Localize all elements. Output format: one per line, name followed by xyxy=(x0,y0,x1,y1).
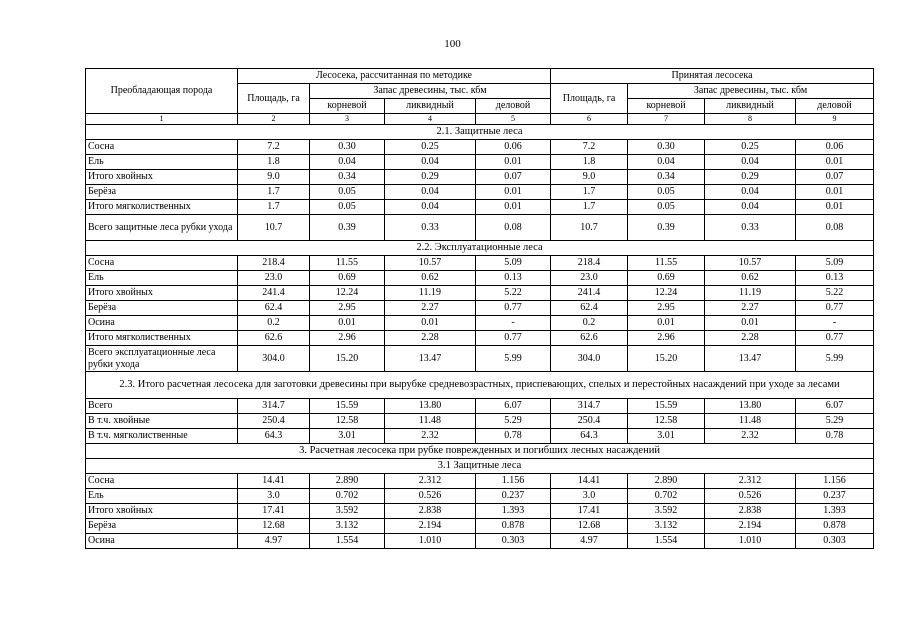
section-row xyxy=(86,125,874,140)
species-cell: Ель xyxy=(86,489,238,504)
table-row xyxy=(86,489,874,504)
value-cell: 9.0 xyxy=(551,170,628,185)
column-number: 9 xyxy=(796,114,874,125)
value-cell: 0.07 xyxy=(476,170,551,185)
value-cell: 0.04 xyxy=(705,200,796,215)
value-cell: 2.838 xyxy=(705,504,796,519)
value-cell: 0.29 xyxy=(385,170,476,185)
value-cell: 1.554 xyxy=(628,534,705,549)
value-cell: 62.6 xyxy=(551,331,628,346)
table-row xyxy=(86,271,874,286)
value-cell: 9.0 xyxy=(238,170,310,185)
value-cell: 0.01 xyxy=(796,155,874,170)
value-cell: 0.30 xyxy=(628,140,705,155)
value-cell: 0.01 xyxy=(310,316,385,331)
value-cell: 1.156 xyxy=(796,474,874,489)
value-cell: 0.62 xyxy=(705,271,796,286)
value-cell: 0.13 xyxy=(796,271,874,286)
value-cell: 2.96 xyxy=(310,331,385,346)
value-cell: 2.890 xyxy=(310,474,385,489)
species-cell: Берёза xyxy=(86,301,238,316)
value-cell: 4.97 xyxy=(551,534,628,549)
value-cell: 3.132 xyxy=(310,519,385,534)
value-cell: 11.19 xyxy=(705,286,796,301)
value-cell: 11.48 xyxy=(385,414,476,429)
value-cell: 0.526 xyxy=(385,489,476,504)
value-cell: 12.24 xyxy=(310,286,385,301)
table-row xyxy=(86,504,874,519)
value-cell: 7.2 xyxy=(238,140,310,155)
value-cell: 0.34 xyxy=(310,170,385,185)
header-root-method: корневой xyxy=(310,99,385,114)
value-cell: 0.29 xyxy=(705,170,796,185)
value-cell: 2.27 xyxy=(705,301,796,316)
section-row xyxy=(86,372,874,399)
species-cell: Всего защитные леса рубки ухода xyxy=(86,215,238,241)
value-cell: 7.2 xyxy=(551,140,628,155)
value-cell: 0.237 xyxy=(796,489,874,504)
column-number: 2 xyxy=(238,114,310,125)
value-cell: 304.0 xyxy=(238,346,310,372)
value-cell: 0.01 xyxy=(796,185,874,200)
value-cell: 64.3 xyxy=(551,429,628,444)
species-cell: Берёза xyxy=(86,519,238,534)
value-cell: 3.0 xyxy=(238,489,310,504)
value-cell: 0.06 xyxy=(796,140,874,155)
value-cell: 1.393 xyxy=(476,504,551,519)
species-cell: Всего xyxy=(86,399,238,414)
value-cell: 62.6 xyxy=(238,331,310,346)
value-cell: 6.07 xyxy=(476,399,551,414)
value-cell: 0.69 xyxy=(628,271,705,286)
value-cell: 10.7 xyxy=(551,215,628,241)
value-cell: 3.592 xyxy=(628,504,705,519)
value-cell: 23.0 xyxy=(238,271,310,286)
value-cell: 12.24 xyxy=(628,286,705,301)
value-cell: 0.04 xyxy=(705,185,796,200)
species-cell: Сосна xyxy=(86,256,238,271)
value-cell: 13.80 xyxy=(705,399,796,414)
header-species: Преобладающая порода xyxy=(86,69,238,114)
value-cell: 0.39 xyxy=(310,215,385,241)
value-cell: 0.62 xyxy=(385,271,476,286)
section-title: 2.1. Защитные леса xyxy=(86,125,874,140)
table-row xyxy=(86,534,874,549)
value-cell: 5.09 xyxy=(796,256,874,271)
value-cell: 2.838 xyxy=(385,504,476,519)
value-cell: 3.592 xyxy=(310,504,385,519)
value-cell: 314.7 xyxy=(238,399,310,414)
value-cell: 12.68 xyxy=(238,519,310,534)
value-cell: 250.4 xyxy=(551,414,628,429)
header-stock-accepted: Запас древесины, тыс. кбм xyxy=(628,84,874,99)
table-row xyxy=(86,316,874,331)
value-cell: 13.80 xyxy=(385,399,476,414)
value-cell: 14.41 xyxy=(238,474,310,489)
value-cell: 1.010 xyxy=(385,534,476,549)
section-row xyxy=(86,459,874,474)
value-cell: 0.01 xyxy=(476,185,551,200)
value-cell: 62.4 xyxy=(551,301,628,316)
value-cell: 2.28 xyxy=(705,331,796,346)
species-cell: Всего эксплуатационные леса рубки ухода xyxy=(86,346,238,372)
value-cell: 0.69 xyxy=(310,271,385,286)
value-cell: 2.32 xyxy=(385,429,476,444)
species-cell: В т.ч. хвойные xyxy=(86,414,238,429)
header-business-accepted: деловой xyxy=(796,99,874,114)
value-cell: 1.8 xyxy=(238,155,310,170)
value-cell: 0.01 xyxy=(705,316,796,331)
header-root-accepted: корневой xyxy=(628,99,705,114)
header-liquid-accepted: ликвидный xyxy=(705,99,796,114)
value-cell: 15.59 xyxy=(310,399,385,414)
table-row xyxy=(86,346,874,372)
section-row xyxy=(86,241,874,256)
value-cell: 0.07 xyxy=(796,170,874,185)
section-title: 3. Расчетная лесосека при рубке поврежденных и погибших лесных насаждений xyxy=(86,444,874,459)
value-cell: 3.0 xyxy=(551,489,628,504)
value-cell: 304.0 xyxy=(551,346,628,372)
value-cell: 5.09 xyxy=(476,256,551,271)
value-cell: 218.4 xyxy=(238,256,310,271)
value-cell: 11.55 xyxy=(310,256,385,271)
header-stock-method: Запас древесины, тыс. кбм xyxy=(310,84,551,99)
value-cell: 4.97 xyxy=(238,534,310,549)
species-cell: Осина xyxy=(86,316,238,331)
table-row xyxy=(86,155,874,170)
value-cell: 0.2 xyxy=(551,316,628,331)
value-cell: 5.22 xyxy=(796,286,874,301)
table-row xyxy=(86,286,874,301)
value-cell: 2.890 xyxy=(628,474,705,489)
species-cell: Итого мягколиственных xyxy=(86,200,238,215)
value-cell: 15.20 xyxy=(310,346,385,372)
value-cell: - xyxy=(796,316,874,331)
species-cell: Ель xyxy=(86,155,238,170)
value-cell: 0.13 xyxy=(476,271,551,286)
value-cell: 0.25 xyxy=(705,140,796,155)
table-row xyxy=(86,170,874,185)
value-cell: 0.77 xyxy=(796,301,874,316)
value-cell: 0.04 xyxy=(385,200,476,215)
value-cell: 2.312 xyxy=(385,474,476,489)
value-cell: 10.57 xyxy=(385,256,476,271)
value-cell: - xyxy=(476,316,551,331)
value-cell: 2.32 xyxy=(705,429,796,444)
value-cell: 1.7 xyxy=(551,200,628,215)
value-cell: 64.3 xyxy=(238,429,310,444)
value-cell: 10.7 xyxy=(238,215,310,241)
value-cell: 0.04 xyxy=(310,155,385,170)
value-cell: 1.554 xyxy=(310,534,385,549)
value-cell: 0.05 xyxy=(628,200,705,215)
forest-cut-table xyxy=(85,68,874,549)
species-cell: Ель xyxy=(86,271,238,286)
value-cell: 314.7 xyxy=(551,399,628,414)
value-cell: 6.07 xyxy=(796,399,874,414)
value-cell: 62.4 xyxy=(238,301,310,316)
value-cell: 0.878 xyxy=(476,519,551,534)
species-cell: Сосна xyxy=(86,140,238,155)
value-cell: 0.702 xyxy=(310,489,385,504)
value-cell: 12.58 xyxy=(310,414,385,429)
species-cell: Итого мягколиственных xyxy=(86,331,238,346)
value-cell: 0.30 xyxy=(310,140,385,155)
value-cell: 0.78 xyxy=(796,429,874,444)
value-cell: 2.95 xyxy=(310,301,385,316)
value-cell: 12.68 xyxy=(551,519,628,534)
value-cell: 13.47 xyxy=(385,346,476,372)
column-number: 1 xyxy=(86,114,238,125)
value-cell: 17.41 xyxy=(238,504,310,519)
species-cell: Осина xyxy=(86,534,238,549)
value-cell: 0.01 xyxy=(628,316,705,331)
value-cell: 5.29 xyxy=(796,414,874,429)
species-cell: Итого хвойных xyxy=(86,170,238,185)
value-cell: 0.237 xyxy=(476,489,551,504)
table-row xyxy=(86,301,874,316)
table-row xyxy=(86,215,874,241)
value-cell: 1.7 xyxy=(238,185,310,200)
table-row xyxy=(86,185,874,200)
section-title: 3.1 Защитные леса xyxy=(86,459,874,474)
column-number: 5 xyxy=(476,114,551,125)
section-row xyxy=(86,444,874,459)
header-business-method: деловой xyxy=(476,99,551,114)
value-cell: 0.78 xyxy=(476,429,551,444)
value-cell: 23.0 xyxy=(551,271,628,286)
value-cell: 0.702 xyxy=(628,489,705,504)
value-cell: 0.04 xyxy=(705,155,796,170)
value-cell: 241.4 xyxy=(551,286,628,301)
column-number: 3 xyxy=(310,114,385,125)
value-cell: 11.55 xyxy=(628,256,705,271)
value-cell: 0.05 xyxy=(310,185,385,200)
table-row xyxy=(86,140,874,155)
value-cell: 0.303 xyxy=(796,534,874,549)
value-cell: 0.526 xyxy=(705,489,796,504)
value-cell: 3.01 xyxy=(628,429,705,444)
value-cell: 2.194 xyxy=(385,519,476,534)
value-cell: 0.04 xyxy=(385,185,476,200)
value-cell: 2.28 xyxy=(385,331,476,346)
value-cell: 1.7 xyxy=(238,200,310,215)
value-cell: 0.25 xyxy=(385,140,476,155)
table-row xyxy=(86,256,874,271)
value-cell: 1.8 xyxy=(551,155,628,170)
value-cell: 17.41 xyxy=(551,504,628,519)
value-cell: 1.010 xyxy=(705,534,796,549)
value-cell: 2.27 xyxy=(385,301,476,316)
table-row xyxy=(86,414,874,429)
value-cell: 14.41 xyxy=(551,474,628,489)
header-area-method: Площадь, га xyxy=(238,84,310,114)
value-cell: 0.08 xyxy=(796,215,874,241)
value-cell: 5.99 xyxy=(796,346,874,372)
value-cell: 15.20 xyxy=(628,346,705,372)
value-cell: 2.96 xyxy=(628,331,705,346)
value-cell: 1.393 xyxy=(796,504,874,519)
header-group-method: Лесосека, рассчитанная по методике xyxy=(238,69,551,84)
value-cell: 2.194 xyxy=(705,519,796,534)
table-row xyxy=(86,399,874,414)
value-cell: 0.303 xyxy=(476,534,551,549)
value-cell: 1.7 xyxy=(551,185,628,200)
species-cell: Итого хвойных xyxy=(86,286,238,301)
header-area-accepted: Площадь, га xyxy=(551,84,628,114)
value-cell: 10.57 xyxy=(705,256,796,271)
value-cell: 0.77 xyxy=(476,301,551,316)
value-cell: 15.59 xyxy=(628,399,705,414)
section-title: 2.3. Итого расчетная лесосека для заготовки древесины при вырубке средневозрастных, приспевающих, спелых и перестойных насаждений при уходе за лесами xyxy=(86,372,874,399)
value-cell: 5.29 xyxy=(476,414,551,429)
value-cell: 0.2 xyxy=(238,316,310,331)
column-number: 8 xyxy=(705,114,796,125)
value-cell: 0.04 xyxy=(628,155,705,170)
value-cell: 0.33 xyxy=(385,215,476,241)
species-cell: В т.ч. мягколиственные xyxy=(86,429,238,444)
value-cell: 3.132 xyxy=(628,519,705,534)
species-cell: Берёза xyxy=(86,185,238,200)
value-cell: 11.19 xyxy=(385,286,476,301)
value-cell: 0.01 xyxy=(476,200,551,215)
value-cell: 0.77 xyxy=(476,331,551,346)
value-cell: 0.01 xyxy=(796,200,874,215)
table-row xyxy=(86,474,874,489)
value-cell: 5.99 xyxy=(476,346,551,372)
value-cell: 12.58 xyxy=(628,414,705,429)
section-title: 2.2. Эксплуатационные леса xyxy=(86,241,874,256)
species-cell: Итого хвойных xyxy=(86,504,238,519)
value-cell: 0.33 xyxy=(705,215,796,241)
value-cell: 0.05 xyxy=(628,185,705,200)
value-cell: 2.312 xyxy=(705,474,796,489)
table-row xyxy=(86,331,874,346)
value-cell: 0.39 xyxy=(628,215,705,241)
value-cell: 0.878 xyxy=(796,519,874,534)
table-row xyxy=(86,200,874,215)
value-cell: 13.47 xyxy=(705,346,796,372)
value-cell: 0.77 xyxy=(796,331,874,346)
value-cell: 241.4 xyxy=(238,286,310,301)
value-cell: 5.22 xyxy=(476,286,551,301)
value-cell: 2.95 xyxy=(628,301,705,316)
value-cell: 0.05 xyxy=(310,200,385,215)
table-row xyxy=(86,519,874,534)
value-cell: 0.08 xyxy=(476,215,551,241)
column-number: 7 xyxy=(628,114,705,125)
page-number: 100 xyxy=(444,38,461,50)
header-group-accepted: Принятая лесосека xyxy=(551,69,874,84)
column-number: 6 xyxy=(551,114,628,125)
value-cell: 11.48 xyxy=(705,414,796,429)
value-cell: 1.156 xyxy=(476,474,551,489)
species-cell: Сосна xyxy=(86,474,238,489)
value-cell: 0.01 xyxy=(385,316,476,331)
value-cell: 3.01 xyxy=(310,429,385,444)
value-cell: 0.01 xyxy=(476,155,551,170)
table-row xyxy=(86,429,874,444)
value-cell: 0.06 xyxy=(476,140,551,155)
value-cell: 0.34 xyxy=(628,170,705,185)
value-cell: 218.4 xyxy=(551,256,628,271)
value-cell: 0.04 xyxy=(385,155,476,170)
column-number: 4 xyxy=(385,114,476,125)
header-liquid-method: ликвидный xyxy=(385,99,476,114)
value-cell: 250.4 xyxy=(238,414,310,429)
